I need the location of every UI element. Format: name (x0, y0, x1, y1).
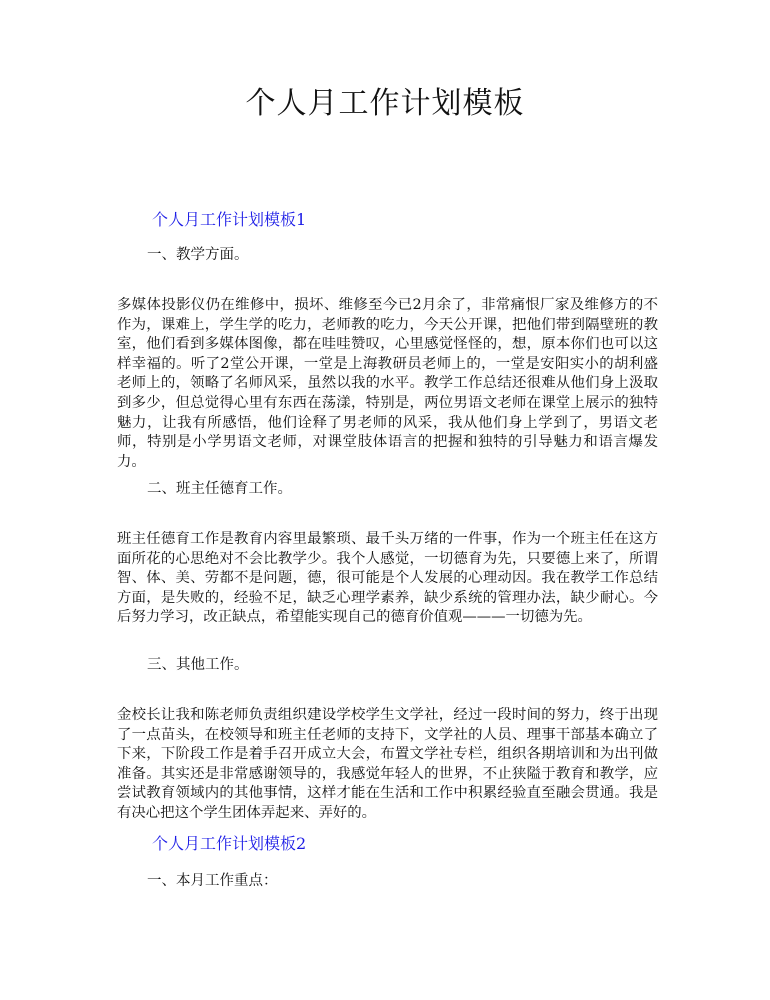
template2-heading: 个人月工作计划模板2 (152, 834, 307, 853)
template1-section3-heading: 三、其他工作。 (147, 657, 249, 673)
document-title: 个人月工作计划模板 (245, 86, 525, 121)
template1-heading: 个人月工作计划模板1 (152, 210, 307, 229)
template1-section1-body: 多媒体投影仪仍在维修中，损坏、维修至今已2月余了，非常痛恨厂家及维修方的不作为，课难上，学生学的吃力，老师教的吃力，今天公开课，把他们带到隔壁班的教室，他们看到多媒体图像，都在哇哇赞叹，心里感觉怪怪的，想，原本你们也可以这样幸福的。听了2堂公开课，一堂是上海教研员老师上的，一堂是安阳实小的胡利盛老师上的，领略了名师风采，虽然以我的水平。教学工作总结还很难从他们身上汲取到多少，但总觉得心里有东西在荡漾，特别是，两位男语文老师在课堂上展示的独特魅力，让我有所感悟，他们诠释了男老师的风采，我从他们身上学到了，男语文老师，特别是小学男语文老师，对课堂肢体语言的把握和独特的引导魅力和语言爆发力。 (117, 297, 658, 470)
template1-section3-body: 金校长让我和陈老师负责组织建设学校学生文学社，经过一段时间的努力，终于出现了一点苗头，在校领导和班主任老师的支持下，文学社的人员、理事干部基本确立了下来，下阶段工作是着手召开成立大会，布置文学社专栏，组织各期培训和为出刊做准备。其实还是非常感谢领导的，我感觉年轻人的世界，不止狭隘于教育和教学，应尝试教育领域内的其他事情，这样才能在生活和工作中积累经验直至融会贯通。我是有决心把这个学生团体弄起来、弄好的。 (117, 707, 658, 821)
template1-section2-body: 班主任德育工作是教育内容里最繁琐、最千头万绪的一件事，作为一个班主任在这方面所花的心思绝对不会比教学少。我个人感觉，一切德育为先，只要德上来了，所谓智、体、美、劳都不是问题，德，很可能是个人发展的心理动因。我在教学工作总结方面，是失败的，经验不足，缺乏心理学素养，缺少系统的管理办法，缺少耐心。今后努力学习，改正缺点，希望能实现自己的德育价值观———一切德为先。 (117, 531, 658, 626)
template1-section2-heading: 二、班主任德育工作。 (147, 481, 292, 497)
template1-section1-heading: 一、教学方面。 (147, 247, 249, 263)
template2-section1-heading: 一、本月工作重点： (147, 873, 278, 889)
